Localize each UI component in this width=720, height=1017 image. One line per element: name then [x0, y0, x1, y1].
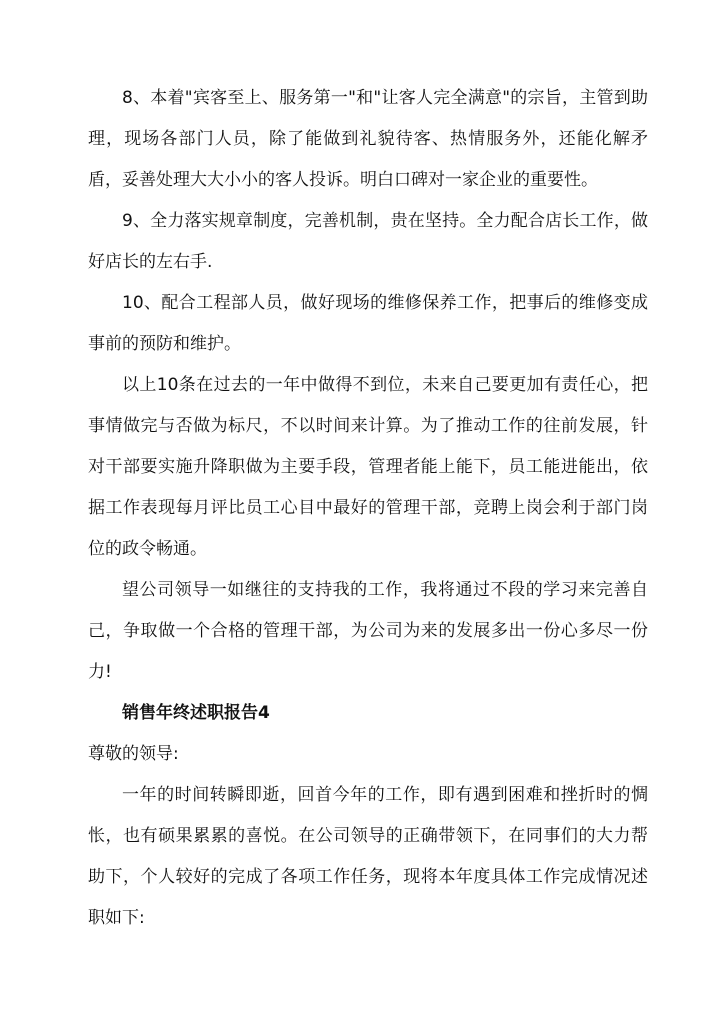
paragraph-intro: 一年的时间转瞬即逝，回首今年的工作，即有遇到困难和挫折时的惆怅，也有硕果累累的喜悦。在公司领导的正确带领下，在同事们的大力帮助下，个人较好的完成了各项工作任务，现将本年度具体工作完成情况述职如下: — [88, 785, 648, 928]
section-heading: 销售年终述职报告4 — [122, 703, 270, 723]
paragraph-closing-hope: 望公司领导一如继往的支持我的工作，我将通过不段的学习来完善自己，争取做一个合格的管理干部，为公司为来的发展多出一份心多尽一份力! — [88, 580, 648, 682]
paragraph-item-9: 9、全力落实规章制度，完善机制，贵在坚持。全力配合店长工作，做好店长的左右手. — [88, 211, 648, 272]
paragraph-summary: 以上10条在过去的一年中做得不到位，未来自己要更加有责任心，把事情做完与否做为标尺，不以时间来计算。为了推动工作的往前发展，针对干部要实施升降职做为主要手段，管理者能上能下，员工能进能出，依据工作表现每月评比员工心目中最好的管理干部，竞聘上岗会利于部门岗位的政令畅通。 — [88, 375, 648, 559]
salutation: 尊敬的领导: — [88, 744, 179, 764]
paragraph-item-8: 8、本着"宾客至上、服务第一"和"让客人完全满意"的宗旨，主管到助理，现场各部门人员，除了能做到礼貌待客、热情服务外，还能化解矛盾，妥善处理大大小小的客人投诉。明白口碑对一家企业的重要性。 — [88, 88, 648, 190]
paragraph-item-10: 10、配合工程部人员，做好现场的维修保养工作，把事后的维修变成事前的预防和维护。 — [88, 293, 648, 354]
